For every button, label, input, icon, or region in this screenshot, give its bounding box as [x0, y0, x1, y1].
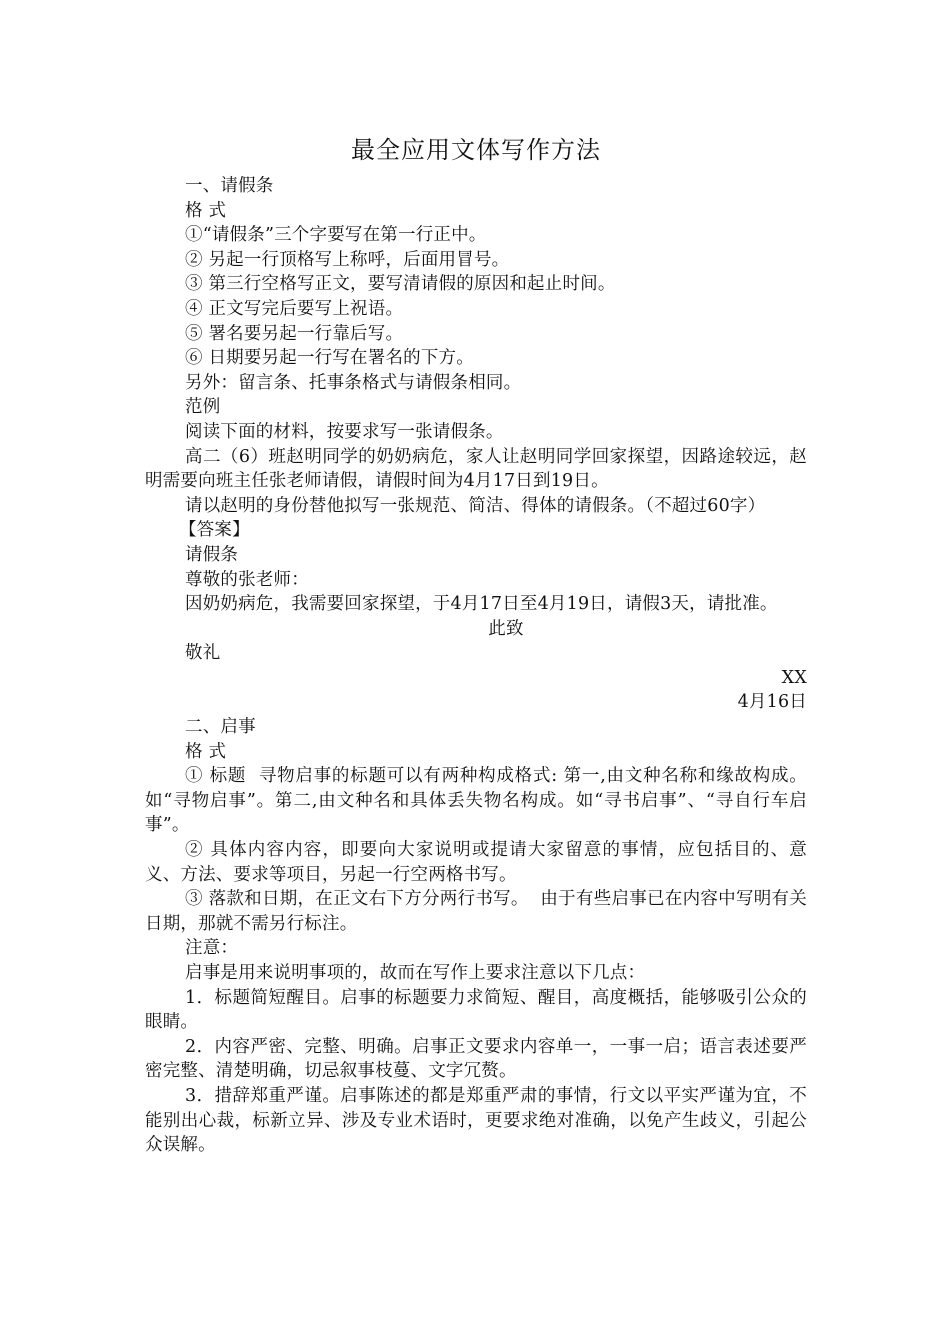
section1-heading: 一、请假条 [185, 176, 274, 196]
notice-point-2: 2．内容严密、完整、明确。启事正文要求内容单一，一事一启；语言表述要严密完整、清楚明确，切忌叙事枝蔓、文字冗赘。 [145, 1036, 807, 1082]
notice-intro: 启事是用来说明事项的，故而在写作上要求注意以下几点： [185, 963, 646, 983]
section1-rule-6: ⑥ 日期要另起一行写在署名的下方。 [185, 348, 474, 369]
answer-closing-1: 此致 [488, 618, 524, 639]
section2-item-1: ① 标题 寻物启事的标题可以有两种构成格式: 第一,由文种名称和缘故构成。如“寻物启事”。第二,由文种名和具体丢失物名构成。如“寻书启事”、“寻自行车启事”。 [145, 766, 807, 836]
example-label: 范例 [185, 397, 221, 418]
answer-signature: XX [781, 667, 807, 688]
section2-format-label: 格 式 [185, 741, 227, 762]
answer-title: 请假条 [185, 544, 239, 565]
section1-rule-1: ①“请假条”三个字要写在第一行正中。 [185, 225, 487, 246]
document-title: 最全应用文体写作方法 [351, 136, 601, 164]
answer-salutation: 尊敬的张老师： [185, 569, 309, 590]
answer-date: 4月16日 [737, 692, 807, 713]
notice-point-3: 3．措辞郑重严谨。启事陈述的都是郑重严肃的事情，行文以平实严谨为宜，不能别出心裁，标新立异、涉及专业术语时，更要求绝对准确，以免产生歧义，引起公众误解。 [145, 1085, 807, 1156]
section1-note: 另外：留言条、托事条格式与请假条相同。 [185, 372, 522, 393]
section1-rule-4: ④ 正文写完后要写上祝语。 [185, 298, 404, 319]
document-body [145, 132, 807, 1158]
notice-label: 注意： [185, 938, 239, 959]
notice-point-1: 1．标题简短醒目。启事的标题要力求简短、醒目，高度概括，能够吸引公众的眼睛。 [145, 987, 807, 1033]
answer-body: 因奶奶病危，我需要回家探望，于4月17日至4月19日，请假3天，请批准。 [185, 594, 778, 615]
section2-item-3: ③ 落款和日期，在正文右下方分两行书写。 由于有些启事已在内容中写明有关日期，那就不需另行标注。 [145, 889, 807, 934]
section1-rule-5: ⑤ 署名要另起一行靠后写。 [185, 323, 404, 344]
example-material: 高二（6）班赵明同学的奶奶病危，家人让赵明同学回家探望，因路途较远，赵明需要向班主任张老师请假，请假时间为4月17日到19日。 [145, 446, 807, 492]
section2-item-2: ② 具体内容内容，即要向大家说明或提请大家留意的事情，应包括目的、意义、方法、要求等项目，另起一行空两格书写。 [145, 840, 807, 885]
example-task: 请以赵明的身份替他拟写一张规范、简洁、得体的请假条。（不超过60字） [185, 495, 766, 516]
section1-format-label: 格 式 [185, 200, 227, 221]
section1-rule-2: ② 另起一行顶格写上称呼，后面用冒号。 [185, 249, 510, 270]
example-intro: 阅读下面的材料，按要求写一张请假条。 [185, 421, 504, 442]
answer-closing-2: 敬礼 [185, 643, 221, 664]
section2-heading: 二、启事 [185, 717, 256, 738]
section1-rule-3: ③ 第三行空格写正文，要写清请假的原因和起止时间。 [185, 274, 616, 295]
answer-label: 【答案】 [179, 520, 250, 541]
